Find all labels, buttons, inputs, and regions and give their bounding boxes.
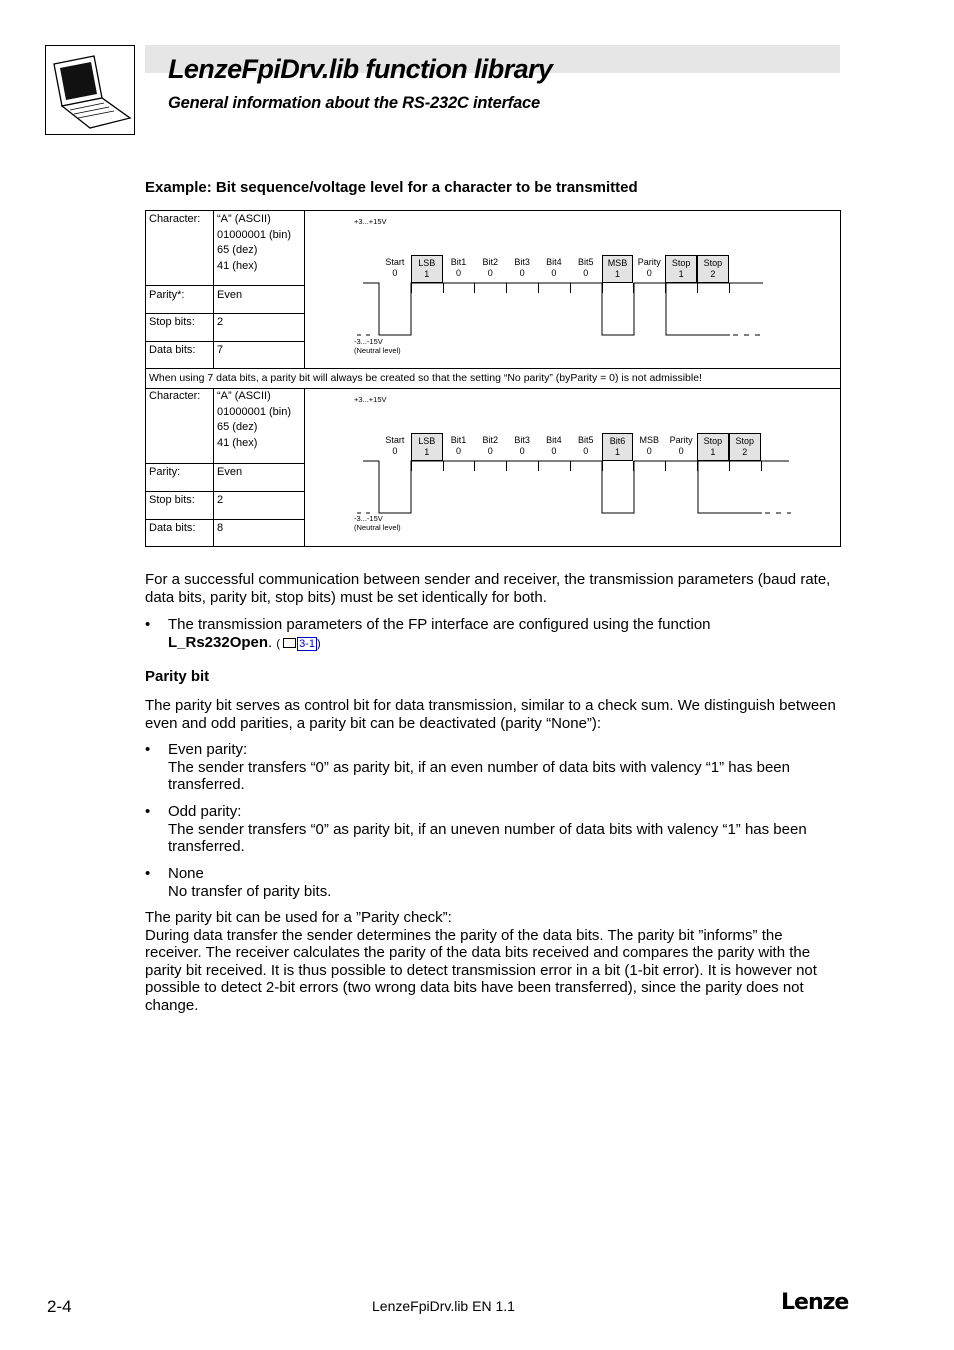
bit-name: MSB (639, 435, 660, 445)
t2-stop-value: 2 (217, 494, 224, 506)
waveform-diagram-2 (305, 389, 840, 546)
t1-stop-label: Stop bits: (149, 316, 195, 328)
book-icon (283, 638, 296, 648)
laptop-icon (46, 46, 134, 134)
t2-data-value: 8 (217, 522, 224, 534)
bit-value: 1 (614, 447, 620, 457)
bit-name: Bit6 (609, 436, 626, 446)
t1-data-value: 7 (217, 344, 224, 356)
t2-character-value: “A” (ASCII) 01000001 (bin) 65 (dez) 41 (hex) (217, 390, 292, 449)
waveform-line (305, 211, 840, 368)
parity-heading: Parity bit (145, 668, 210, 685)
bit-name: MSB (607, 258, 628, 268)
bit-name: Bit4 (546, 435, 562, 445)
bit-name: Stop (703, 258, 723, 268)
function-name: L_Rs232Open (168, 633, 269, 651)
table-divider (146, 519, 305, 520)
table-divider (146, 463, 305, 464)
intro-paragraph: For a successful communication between sender and receiver, the transmission parameters (baud rate, data bits, parity bit, stop bits) must be set identically for both. (145, 571, 831, 606)
bit-value: 0 (455, 446, 461, 456)
table-divider (146, 368, 840, 369)
t1-parity-value: Even (217, 289, 243, 301)
bullet-point: • (145, 741, 151, 758)
bit-name: Bit3 (514, 435, 530, 445)
none-parity-item: None No transfer of parity bits. (168, 865, 332, 900)
page-title: LenzeFpiDrv.lib function library (168, 54, 553, 84)
bit-value: 1 (614, 269, 620, 279)
bit-name: Parity (637, 257, 661, 267)
bit-name: LSB (418, 258, 436, 268)
bit-name: Bit2 (482, 435, 499, 445)
table-divider (213, 211, 214, 369)
t1-character-label: Character: (149, 213, 201, 225)
bit-name: Bit1 (450, 257, 467, 267)
bit-value: 0 (519, 446, 525, 456)
bit-name: Bit2 (482, 257, 499, 267)
bit-value: 0 (392, 446, 398, 456)
bit-value: 2 (710, 269, 716, 279)
voltage-high-label: +3...+15V (354, 217, 387, 226)
neutral-level-label: (Neutral level) (354, 523, 401, 532)
bit-value: 1 (424, 269, 430, 279)
parity-check-paragraph: The parity bit can be used for a ”Parity check”: During data transfer the sender determines the parity of the data bits. The parity bit ”informs” the receiver. The receiver calculates the parity of the data bits received and compares the parity with the parity bit received. It is thus possible to detect transmission error in a bit (1-bit error). It is however not possible to detect 2-bit errors (two wrong data bits have been transferred), since the parity does not change. (145, 909, 817, 1014)
bit-value: 0 (551, 446, 557, 456)
waveform-diagram-1 (305, 211, 840, 368)
odd-parity-item: Odd parity: The sender transfers “0” as parity bit, if an uneven number of data bits with valency “1” has been transferred. (168, 803, 807, 855)
document-id: LenzeFpiDrv.lib EN 1.1 (372, 1298, 515, 1314)
bit-value: 0 (646, 446, 652, 456)
example-heading: Example: Bit sequence/voltage level for a character to be transmitted (145, 179, 638, 196)
t2-parity-label: Parity: (149, 466, 181, 478)
bit-value: 0 (646, 268, 652, 278)
t2-data-label: Data bits: (149, 522, 196, 534)
t1-character-value: “A” (ASCII) 01000001 (bin) 65 (dez) 41 (hex) (217, 213, 292, 272)
bit-name: Stop (671, 258, 691, 268)
bit-value: 0 (678, 446, 684, 456)
bit-value: 0 (583, 268, 589, 278)
bit-value: 1 (678, 269, 684, 279)
neutral-level-label: (Neutral level) (354, 346, 401, 355)
bit-value: 0 (551, 268, 557, 278)
bit-name: Bit5 (577, 435, 594, 445)
bullet-point: • (145, 616, 151, 633)
bit-value: 0 (583, 446, 589, 456)
bit-sequence-table (145, 210, 841, 547)
bit-value: 2 (742, 447, 748, 457)
t2-stop-label: Stop bits: (149, 494, 195, 506)
bit-name: Start (385, 435, 405, 445)
bit-name: Start (385, 257, 405, 267)
lenze-logo: Lenze (781, 1290, 849, 1315)
bit-value: 0 (455, 268, 461, 278)
t2-parity-value: Even (217, 466, 243, 478)
table-divider (146, 491, 305, 492)
voltage-low-label: -3...-15V (354, 514, 383, 523)
t1-stop-value: 2 (217, 316, 224, 328)
voltage-low-label: -3...-15V (354, 337, 383, 346)
bullet-point: • (145, 803, 151, 820)
bit-name: Bit4 (546, 257, 562, 267)
page-subtitle: General information about the RS-232C interface (168, 94, 541, 112)
parity-intro: The parity bit serves as control bit for data transmission, similar to a check sum. We distinguish between even and odd parities, a parity bit can be deactivated (parity “None”): (145, 697, 836, 732)
bit-value: 0 (487, 268, 493, 278)
laptop-icon-frame (45, 45, 135, 135)
bit-name: Parity (669, 435, 693, 445)
bit-value: 0 (519, 268, 525, 278)
bit-name: Stop (703, 436, 723, 446)
config-bullet: The transmission parameters of the FP interface are configured using the function L_Rs232Open. ( 3-1 ) (168, 616, 711, 651)
bit-value: 0 (487, 446, 493, 456)
waveform-line (305, 389, 840, 546)
bullet-point: • (145, 865, 151, 882)
t2-character-label: Character: (149, 390, 201, 402)
t1-parity-label: Parity*: (149, 289, 185, 301)
bit-value: 1 (710, 447, 716, 457)
page-reference-link[interactable]: 3-1 (299, 637, 315, 650)
bit-name: Bit5 (577, 257, 594, 267)
bit-value: 1 (424, 447, 430, 457)
table-divider (213, 388, 214, 546)
voltage-high-label: +3...+15V (354, 395, 387, 404)
bit-value: 0 (392, 268, 398, 278)
table-divider (146, 341, 305, 342)
page-number: 2-4 (47, 1297, 72, 1316)
table-divider (146, 313, 305, 314)
bit-name: Bit1 (450, 435, 467, 445)
bit-name: Stop (735, 436, 754, 446)
bit-name: LSB (418, 436, 436, 446)
t1-data-label: Data bits: (149, 344, 196, 356)
even-parity-item: Even parity: The sender transfers “0” as parity bit, if an even number of data bits with valency “1” has been transferred. (168, 741, 790, 793)
config-text: The transmission parameters of the FP interface are configured using the function (168, 616, 711, 633)
parity-note: When using 7 data bits, a parity bit will always be created so that the setting “No parity” (byParity = 0) is not admissible! (149, 372, 702, 384)
bit-name: Bit3 (514, 257, 530, 267)
table-divider (146, 285, 305, 286)
